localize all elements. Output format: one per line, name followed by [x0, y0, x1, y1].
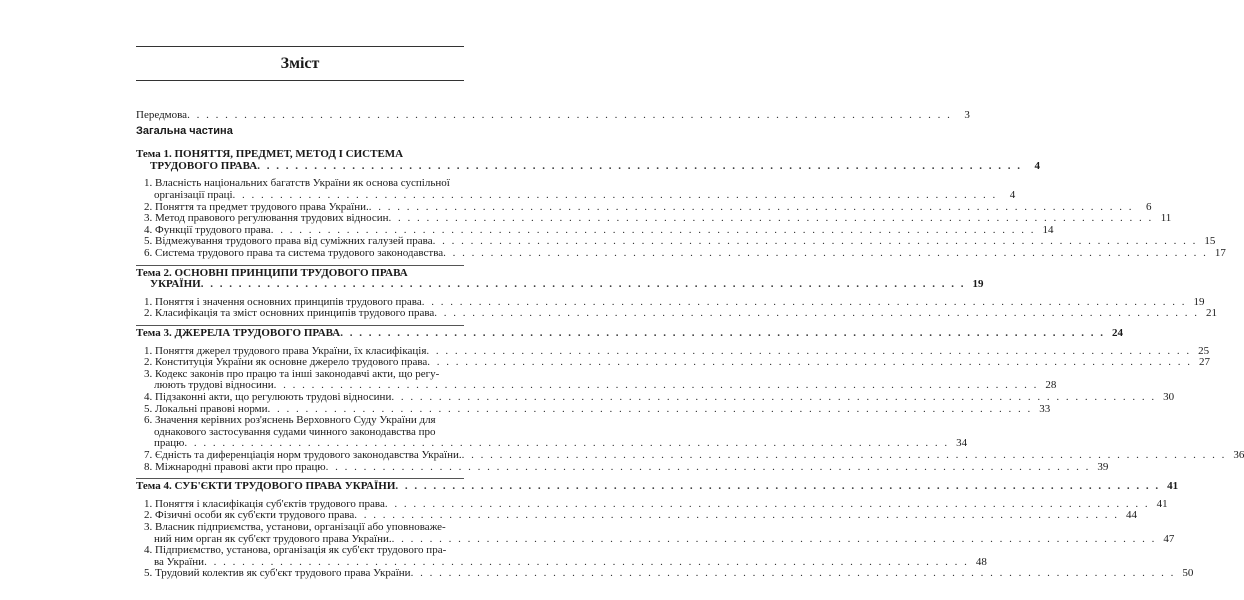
section-divider: [136, 325, 464, 326]
toc-item[interactable]: [140, 200, 1152, 213]
topic-title-2[interactable]: [136, 278, 984, 291]
toc-entry-preface[interactable]: [136, 109, 970, 121]
dot-leader: [354, 510, 1119, 521]
dot-leader: [257, 161, 1022, 172]
toc-item[interactable]: [140, 391, 1175, 403]
page-number: 34: [956, 437, 968, 450]
entry-text: 2. Фізичні особи як суб'єкти трудового права: [144, 509, 355, 522]
dot-leader: [369, 202, 1134, 213]
toc-item[interactable]: [140, 178, 468, 189]
dot-leader: [187, 110, 952, 121]
entry-text: ва України: [154, 555, 205, 568]
page-number: 50: [1182, 567, 1194, 580]
toc-item[interactable]: [140, 344, 1210, 357]
toc-item[interactable]: [140, 497, 1168, 510]
toc-part-heading[interactable]: [136, 126, 464, 137]
page-number: 48: [975, 555, 987, 568]
dot-leader: [340, 328, 1105, 339]
toc-item[interactable]: [140, 223, 1054, 236]
dot-leader: [395, 481, 1160, 492]
topic-title-3[interactable]: [136, 327, 1123, 339]
page-number: 4: [1009, 189, 1016, 201]
entry-text: 2. Поняття та предмет трудового права України.: [144, 200, 369, 213]
dot-leader: [204, 557, 969, 568]
page-number: 27: [1199, 356, 1211, 369]
dot-leader: [385, 499, 1150, 510]
toc-item[interactable]: [140, 415, 468, 426]
toc-item[interactable]: [140, 437, 968, 450]
entry-text: 5. Трудовий колектив як суб'єкт трудового права України: [144, 567, 411, 580]
section-divider: [136, 478, 464, 479]
entry-text: Тема 4. СУБ'ЄКТИ ТРУДОВОГО ПРАВА УКРАЇНИ: [136, 480, 396, 493]
dot-leader: [462, 450, 1227, 461]
page-number: 47: [1163, 532, 1175, 545]
dot-leader: [184, 438, 949, 449]
toc-item[interactable]: [140, 532, 1175, 545]
page-number: 25: [1198, 344, 1210, 357]
dot-leader: [326, 462, 1091, 473]
entry-text: 4. Функції трудового права: [144, 223, 271, 236]
entry-text: 1. Поняття джерел трудового права України, їх класифікація: [144, 344, 427, 357]
entry-text: ТРУДОВОГО ПРАВА: [150, 159, 258, 172]
entry-text: Тема 1. ПОНЯТТЯ, ПРЕДМЕТ, МЕТОД І СИСТЕМА: [136, 148, 404, 161]
page-number: 39: [1097, 460, 1109, 473]
entry-text: 2. Класифікація та зміст основних принципів трудового права: [144, 307, 435, 320]
toc-item[interactable]: [140, 235, 1216, 248]
page-number: 14: [1042, 223, 1054, 236]
dot-leader: [389, 213, 1154, 224]
topic-title-1[interactable]: [136, 159, 1040, 172]
toc-item[interactable]: [140, 356, 1211, 369]
entry-text: 1. Власність національних багатств України як основа суспільної: [144, 177, 450, 190]
toc-item[interactable]: [140, 509, 1138, 522]
entry-text: 7. Єдність та диференціація норм трудового законодавства України.: [144, 449, 462, 461]
entry-text: 5. Відмежування трудового права від суміжних галузей права: [144, 235, 433, 248]
entry-text: ний ним орган як суб'єкт трудового права України.: [154, 532, 392, 545]
toc-item[interactable]: [140, 460, 1109, 473]
dot-leader: [392, 534, 1157, 545]
topic-title-4[interactable]: [136, 480, 1179, 493]
topic-title-2[interactable]: [136, 268, 464, 279]
toc-item[interactable]: [140, 307, 1218, 320]
page-number: 19: [972, 278, 984, 291]
entry-text: УКРАЇНИ: [150, 278, 201, 291]
entry-text: Загальна частина: [136, 124, 233, 137]
entry-text: люють трудові відносини: [154, 379, 274, 392]
toc-item[interactable]: [140, 212, 1172, 225]
entry-text: 1. Поняття і класифікація суб'єктів трудового права: [144, 497, 385, 510]
page-number: 41: [1167, 480, 1179, 493]
page-number: 24: [1112, 327, 1123, 339]
entry-text: 3. Кодекс законів про працю та інші законодавчі акти, що регу-: [144, 367, 440, 380]
page-title: Зміст: [136, 46, 464, 81]
toc-item[interactable]: [140, 567, 1194, 580]
entry-text: організації праці: [154, 189, 233, 201]
entry-text: 6. Значення керівних роз'яснень Верховного Суду України для: [144, 414, 436, 427]
dot-leader: [201, 279, 966, 290]
page-number: 19: [1193, 295, 1205, 308]
toc-item[interactable]: [140, 295, 1205, 308]
dot-leader: [411, 568, 1176, 579]
dot-leader: [271, 225, 1036, 236]
entry-text: 5. Локальні правові норми: [144, 402, 268, 415]
page-number: 41: [1156, 497, 1168, 510]
dot-leader: [233, 190, 998, 201]
page-number: 6: [1146, 200, 1152, 213]
toc-item[interactable]: [140, 427, 478, 438]
topic-title-1[interactable]: [136, 149, 464, 160]
page-number: 30: [1163, 391, 1175, 403]
entry-text: 6. Система трудового права та система трудового законодавства: [144, 247, 444, 259]
page-number: 3: [964, 109, 970, 121]
entry-text: 4. Підприємство, установа, організація як суб'єкт трудового пра-: [144, 544, 447, 557]
toc-item[interactable]: [140, 545, 468, 556]
dot-leader: [422, 297, 1187, 308]
page-number: 21: [1206, 307, 1218, 320]
entry-text: 2. Конституція України як основне джерело трудового права: [144, 356, 428, 369]
dot-leader: [268, 404, 1033, 415]
entry-text: однакового застосування судами чинного законодавства про: [154, 425, 436, 438]
entry-text: 3. Метод правового регулювання трудових відносин: [144, 212, 389, 225]
toc-item[interactable]: [140, 247, 1226, 259]
page-number: 36: [1233, 449, 1244, 461]
dot-leader: [434, 308, 1199, 319]
dot-leader: [426, 346, 1191, 357]
section-divider: [136, 265, 464, 266]
toc-item[interactable]: [140, 555, 987, 568]
page-number: 4: [1034, 159, 1040, 172]
entry-text: Тема 3. ДЖЕРЕЛА ТРУДОВОГО ПРАВА: [136, 327, 341, 339]
page-number: 44: [1126, 509, 1138, 522]
page-number: 17: [1214, 247, 1226, 259]
page-number: 11: [1160, 212, 1172, 225]
toc-item[interactable]: [140, 522, 468, 533]
toc-item[interactable]: [140, 189, 1016, 201]
toc-item[interactable]: [140, 369, 468, 380]
entry-text: Передмова: [136, 109, 188, 121]
dot-leader: [274, 380, 1039, 391]
entry-text: 4. Підзаконні акти, що регулюють трудові відносини: [144, 391, 392, 403]
page-number: 33: [1039, 402, 1051, 415]
dot-leader: [391, 392, 1156, 403]
entry-text: 3. Власник підприємства, установи, організації або уповноваже-: [144, 521, 446, 533]
entry-text: працю: [154, 437, 185, 450]
dot-leader: [433, 236, 1198, 247]
page-number: 28: [1045, 379, 1057, 392]
dot-leader: [443, 248, 1208, 259]
entry-text: 1. Поняття і значення основних принципів трудового права: [144, 295, 422, 308]
entry-text: Тема 2. ОСНОВНІ ПРИНЦИПИ ТРУДОВОГО ПРАВА: [136, 266, 408, 279]
dot-leader: [427, 357, 1192, 368]
toc-item[interactable]: [140, 449, 1244, 461]
toc-item[interactable]: [140, 379, 1057, 392]
page-number: 15: [1204, 235, 1216, 248]
entry-text: 8. Міжнародні правові акти про працю: [144, 460, 326, 473]
toc-item[interactable]: [140, 402, 1051, 415]
